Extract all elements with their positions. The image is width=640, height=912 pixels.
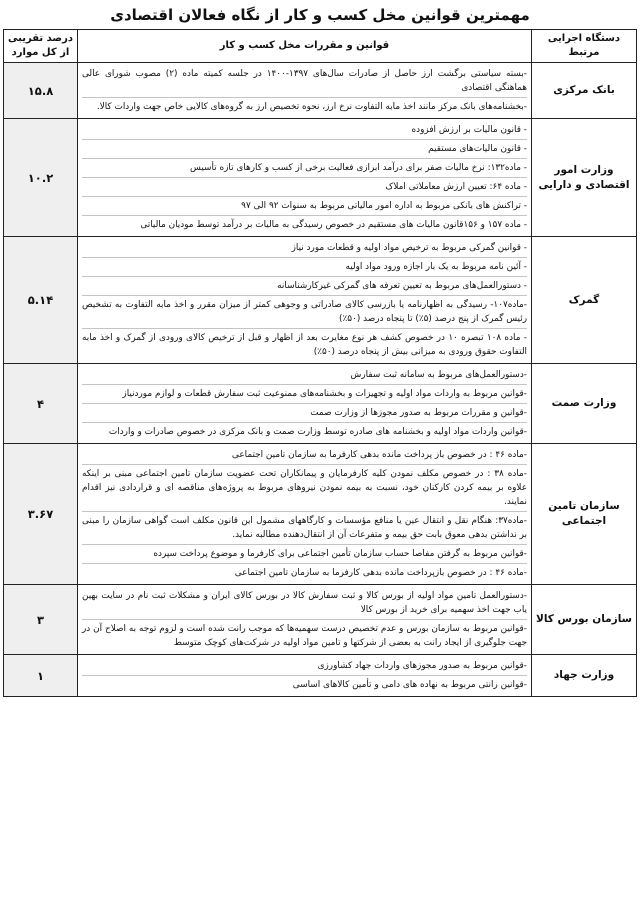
law-item: - ماده۱۳۲: نرخ مالیات صفر برای درآمد ابرازی فعالیت برخی از کسب و کارهای تازه تأسیس xyxy=(82,159,527,178)
law-item: -ماده۱۰۷- رسیدگی به اظهارنامه یا بازرسی کالای صادراتی و وجوهی کمتر از میزان مقرر و اخذ مابه التفاوت به تشخیص رئیس گمرک از پنج درصد (۵٪) تا پنجاه درصد (۵۰٪) xyxy=(82,296,527,329)
law-item: -قوانین و مقررات مربوط به صدور مجوزها از وزارت صمت xyxy=(82,404,527,423)
law-item: -ماده ۴۶ : در خصوص باز پرداخت مانده بدهی کارفرما به سازمان تامین اجتماعی xyxy=(82,446,527,465)
percent-cell: ۳.۶۷ xyxy=(4,444,78,585)
law-item: - ماده ۶۴: تعیین ارزش معاملاتی املاک xyxy=(82,178,527,197)
laws-cell xyxy=(78,237,532,364)
device-cell: گمرک xyxy=(532,237,637,364)
header-percent: درصد تقریبی از کل موارد xyxy=(4,30,78,63)
law-item: -قوانین واردات مواد اولیه و بخشنامه های صادره توسط وزارت صمت و بانک مرکزی در خصوص صادرات و واردات xyxy=(108,427,527,437)
table-row xyxy=(4,364,637,444)
percent-cell: ۳ xyxy=(4,585,78,655)
percent-cell: ۱ xyxy=(4,655,78,697)
device-cell: بانک مرکزی xyxy=(532,63,637,119)
table-row xyxy=(4,655,637,697)
table-header-row xyxy=(4,30,637,63)
law-item: - ماده ۱۵۷ و ۱۵۶قانون مالیات های مستقیم در خصوص رسیدگی به مالیات بر درآمد توسط مودیان مالیاتی xyxy=(140,220,527,230)
percent-cell: ۵.۱۴ xyxy=(4,237,78,364)
table-row xyxy=(4,237,637,364)
table-body xyxy=(4,63,637,697)
percent-cell: ۴ xyxy=(4,364,78,444)
law-item: - آئین نامه مربوط به یک بار اجازه ورود مواد اولیه xyxy=(82,258,527,277)
law-item: - قانون مالیات بر ارزش افزوده xyxy=(82,121,527,140)
law-item: -ماده ۴۶ : در خصوص بازپرداخت مانده بدهی کارفرما به سازمان تامین اجتماعی xyxy=(234,568,527,578)
law-item: -قوانین رانتی مربوط به نهاده های دامی و تأمین کالاهای اساسی xyxy=(292,680,527,690)
law-item: -قوانین مربوط به سازمان بورس و عدم تخصیص درست سهمیه‌ها که موجب رانت شده است و لزوم توجه به اصلاح آن در جهت جلوگیری از ایجاد رانت به بعضی از شرکتها و تامین مواد اولیه در شرکت‌های کوچک متوسط xyxy=(82,624,527,648)
law-item: - دستورالعمل‌های مربوط به تعیین تعرفه های گمرکی غیرکارشناسانه xyxy=(82,277,527,296)
laws-cell xyxy=(78,63,532,119)
law-item: -دستورالعمل تامین مواد اولیه از بورس کالا و ثبت سفارش کالا در بورس کالای ایران و مشکلات ثبت نام در سایت بهین یاب جهت اخذ سهمیه برای خرید از بورس کالا xyxy=(82,587,527,620)
laws-table xyxy=(3,29,637,697)
law-item: -قوانین مربوط به صدور مجوزهای واردات جهاد کشاورزی xyxy=(82,657,527,676)
percent-cell: ۱۵.۸ xyxy=(4,63,78,119)
law-item: - قوانین گمرکی مربوط به ترخیص مواد اولیه و قطعات مورد نیاز xyxy=(82,239,527,258)
page-title: مهمترین قوانین مخل کسب و کار از نگاه فعالان اقتصادی xyxy=(110,6,530,24)
laws-cell xyxy=(78,585,532,655)
law-item: -بسته سیاستی برگشت ارز حاصل از صادرات سال‌های ۱۳۹۷-۱۴۰۰ در جلسه کمیته ماده (۲) مصوب شورای عالی هماهنگی اقتصادی xyxy=(82,65,527,98)
device-cell: سازمان تامین اجتماعی xyxy=(532,444,637,585)
laws-cell xyxy=(78,364,532,444)
law-item: - ماده ۱۰۸ تبصره ۱۰ در خصوص کشف هر نوع مغایرت بعد از اظهار و قبل از ترخیص کالای ورودی از گمرک و اخذ مابه التفاوت حقوق ورودی به میزانی بیش از پنجاه درصد (۵۰٪) xyxy=(82,333,527,357)
percent-cell: ۱۰.۲ xyxy=(4,119,78,237)
table-row xyxy=(4,63,637,119)
laws-cell xyxy=(78,655,532,697)
law-item: -بخشنامه‌های بانک مرکز مانند اخذ مابه التفاوت نرخ ارز، نحوه تخصیص ارز به گروه‌های کالایی خاص جهت واردات کالا. xyxy=(96,102,527,112)
device-cell: وزارت جهاد xyxy=(532,655,637,697)
law-item: -قوانین مربوط به واردات مواد اولیه و تجهیزات و بخشنامه‌های ممنوعیت ثبت سفارش قطعات و لوازم موردنیاز xyxy=(82,385,527,404)
law-item: -ماده ۳۸ : در خصوص مکلف نمودن کلیه کارفرمایان و پیمانکاران تحت عضویت سازمان تامین اجتماعی مبنی بر اینکه علاوه بر بیمه کردن کارکنان خود، نسبت به بیمه نمودن نیروهای مربوط به پروژه‌های مناقصه ای و قراردادی نیز اقدام نمایند. xyxy=(82,465,527,512)
device-cell: وزارت صمت xyxy=(532,364,637,444)
law-item: - تراکنش های بانکی مربوط به اداره امور مالیاتی مربوط به سنوات ۹۲ الی ۹۷ xyxy=(82,197,527,216)
table-row xyxy=(4,119,637,237)
law-item: -قوانین مربوط به گرفتن مفاصا حساب سازمان تأمین اجتماعی برای کارفرما و موضوع پرداخت سپرده xyxy=(82,545,527,564)
law-item: - قانون مالیات‌های مستقیم xyxy=(82,140,527,159)
device-cell: سازمان بورس کالا xyxy=(532,585,637,655)
table-row xyxy=(4,444,637,585)
header-device: دستگاه اجرایی مرتبط xyxy=(532,30,637,63)
device-cell: وزارت امور اقتصادی و دارایی xyxy=(532,119,637,237)
law-item: -دستورالعمل‌های مربوط به سامانه ثبت سفارش xyxy=(82,366,527,385)
header-laws: قوانین و مقررات مخل کسب و کار xyxy=(78,30,532,63)
law-item: -ماده۳۷: هنگام نقل و انتقال عین یا منافع مؤسسات و کارگاههای مشمول این قانون مکلف است گواهی سازمان را مبنی بر نداشتن بدهی معوق بابت حق بیمه و متفرعات آن از انتقال‌دهنده مطالبه نماید. xyxy=(82,512,527,545)
table-row xyxy=(4,585,637,655)
laws-cell xyxy=(78,444,532,585)
laws-cell xyxy=(78,119,532,237)
